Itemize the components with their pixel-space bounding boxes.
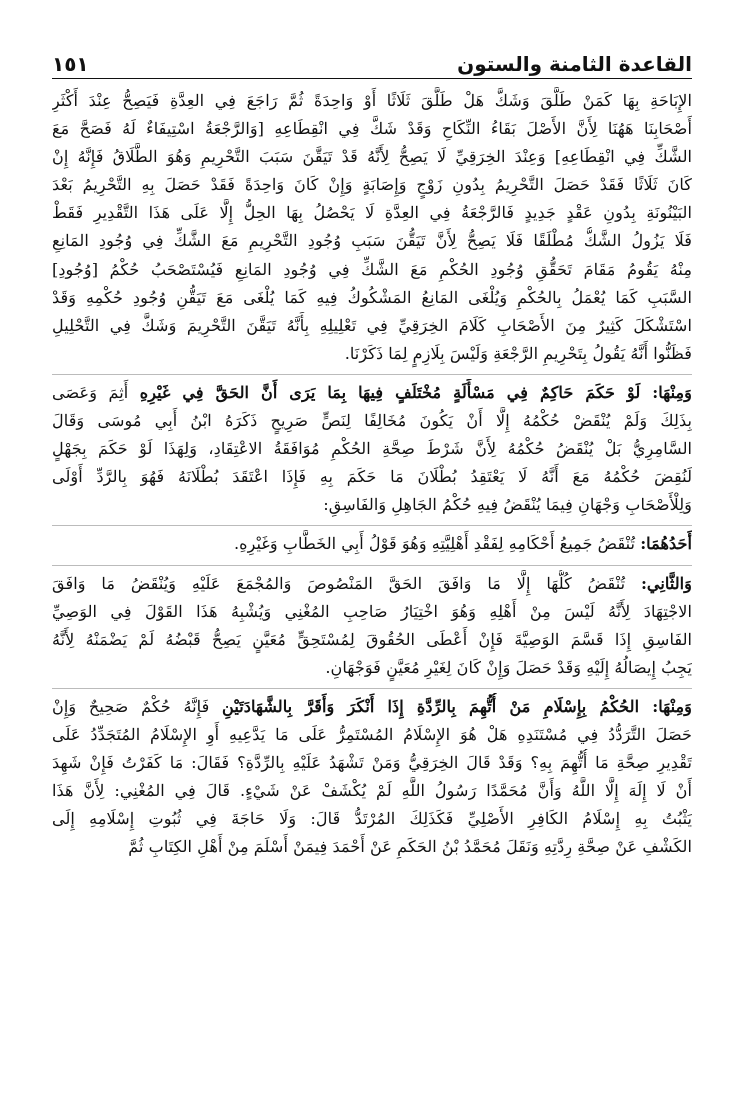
page-body [52, 87, 692, 861]
line-text: الإِبَاحَةِ بِهَا كَمَنْ طَلَّقَ وَشَكَّ هَلْ طَلَّقَ ثَلَاثًا أَوْ وَاحِدَةً ثُمَّ رَاجَعَ فِي العِدَّةِ فَيَصِحُّ عِنْدَ أَكْثَرِ [52, 91, 692, 110]
line-text: الشَّكِّ فِي انْقِطَاعِهِ] وَعِنْدَ الخِرَقِيِّ لَا يَصِحُّ لِأَنَّهُ قَدْ تَيَقَّنَ سَبَبَ التَّحْرِيمِ وَهُوَ الطَّلَاقُ فَإِنَّهُ إِنْ [52, 147, 692, 167]
text-line [52, 463, 692, 491]
line-text: السَّبَبِ كَمَا يُعْمَلُ بِالحُكْمِ وَيُلْغَى المَانِعُ المَشْكُوكُ فِيهِ كَمَا يُلْغَى مَعَ تَيَقُّنِ وُجُودِ حُكْمِهِ وَقَدْ [52, 287, 692, 307]
text-line [52, 805, 692, 833]
paragraph-lead: أَحَدُهُمَا: [640, 534, 692, 554]
line-text: فَظَنُّوا أَنَّهُ يَقُولُ بِتَحْرِيمِ الرَّجْعَةِ وَلَيْسَ بِلَازِمٍ لِمَا ذَكَرْنَا. [344, 343, 692, 363]
line-text: أَنْ لَا إِلَهَ إِلَّا اللَّهُ وَأَنَّ مُحَمَّدًا رَسُولُ اللَّهِ لَمْ يُكْشَفْ عَنْ شَيْءٍ. قَالَ فِي المُغْنِي: لِأَنَّ هَذَا [52, 781, 692, 801]
paragraph [52, 87, 692, 368]
line-text: الكَشْفِ عَنْ صِحَّةِ رِدَّتِهِ وَنَقَلَ مُحَمَّدُ بْنُ الحَكَمِ عَنْ أَحْمَدَ فِيمَنْ أَسْلَمَ مِنْ أَهْلِ الكِتَابِ ثُمَّ [128, 837, 692, 857]
text-line [52, 721, 692, 749]
line-text: تَقْدِيرِ صِحَّةِ مَا أُتُّهِمَ بِهِ؟ وَقَدْ قَالَ الخِرَقِيُّ وَمَنْ تَشْهَدُ عَلَيْهِ بِالرِّدَّةِ؟ فَقَالَ: مَا كَفَرْتُ فَإِنْ شَهِدَ [52, 753, 692, 773]
text-line [52, 199, 692, 227]
line-text: تُنْقَضُ كُلُّهَا إِلَّا مَا وَافَقَ الحَقَّ المَنْصُوصَ وَالمُجْمَعَ عَلَيْهِ وَيُنْقَضُ مَا وَافَقَ [52, 573, 626, 593]
text-line [52, 693, 692, 721]
text-line [52, 407, 692, 435]
text-line [52, 598, 692, 626]
page-number: ١٥١ [52, 52, 89, 76]
paragraph-lead: وَالثَّانِي: [640, 573, 692, 593]
text-line [52, 491, 692, 519]
text-line [52, 749, 692, 777]
text-line [52, 833, 692, 861]
line-text: حَصَلَ التَّرَدُّدُ فِي مُسْتَنَدِهِ هَلْ هُوَ الإِسْلَامُ المُسْتَمِرُّ عَلَى مَا يَدَّعِيهِ أَوِ الإِسْلَامُ المُتَجَدِّدُ عَلَى [52, 724, 692, 744]
book-page [52, 40, 692, 1080]
line-text: فَإِنَّهُ حُكْمٌ صَحِيحٌ وَإِنْ [52, 696, 210, 716]
line-text: اسْتَشْكَلَ كَثِيرٌ مِنَ الأَصْحَابِ كَلَامَ الخِرَقِيِّ فِي تَعْلِيلِهِ بِأَنَّهُ تَيَقَّنَ التَّحْرِيمَ وَشَكَّ فِي التَّحْلِيلِ [52, 315, 692, 335]
text-line [52, 171, 692, 199]
paragraph [52, 374, 692, 519]
line-text: وَلِلْأَصْحَابِ وَجْهَانِ فِيمَا يُنْقَضُ فِيهِ حُكْمُ الجَاهِلِ وَالفَاسِقِ: [323, 495, 692, 515]
text-line [52, 435, 692, 463]
line-text: يَثْبُتُ بِهِ إِسْلَامُ الكَافِرِ الأَصْلِيِّ فَكَذَلِكَ المُرْتَدُّ قَالَ: وَلَا حَاجَةَ فِي ثُبُوتِ إِسْلَامِهِ إِلَى [52, 809, 692, 829]
text-line [52, 256, 692, 284]
text-line [52, 570, 692, 598]
text-line [52, 777, 692, 805]
text-line [52, 143, 692, 171]
paragraph [52, 565, 692, 682]
line-text: يَجِبُ إِيصَالُهُ إِلَيْهِ وَقَدْ حَصَلَ وَإِنْ كَانَ لِغَيْرِ مُعَيَّنٍ فَوَجْهَانِ. [325, 657, 692, 677]
line-text: تُنْقَضُ جَمِيعُ أَحْكَامِهِ لِفَقْدِ أَهْلِيَّتِهِ وَهُوَ قَوْلُ أَبِي الخَطَّابِ وَغَيْرِهِ. [233, 534, 636, 554]
line-text: الاجْتِهَادَ لِأَنَّهُ لَيْسَ مِنْ أَهْلِهِ وَهُوَ اخْتِيَارُ صَاحِبِ المُغْنِي وَيُشْبِهُ هَذَا القَوْلَ فِي الوَصِيِّ [52, 601, 692, 621]
line-text: فَلَا يَزُولُ الشَّكُّ مُطْلَقًا فَلَا يَصِحُّ لِأَنَّ تَيَقُّنَ سَبَبِ وُجُودِ التَّحْرِيمِ مَعَ الشَّكِّ فِي وُجُودِ المَانِعِ [52, 231, 692, 251]
text-line [52, 530, 692, 558]
text-line [52, 312, 692, 340]
text-line [52, 626, 692, 654]
line-text: أَصْحَابِنَا هَهُنَا لِأَنَّ الأَصْلَ بَقَاءُ النِّكَاحِ وَقَدْ شَكَّ فِي انْقِطَاعِهِ [وَالرَّجْعَةُ اسْتِيفَاءٌ لَهُ فَصَحَّ مَعَ [52, 119, 692, 139]
text-line [52, 115, 692, 143]
line-text: السَّامِرِيُّ بَلْ يُنْقَضُ حُكْمُهُ لِأَنَّ شَرْطَ صِحَّةِ الحُكْمِ مُوَافَقَةُ الاعْتِقَادِ، وَلِهَذَا لَوْ حَكَمَ بِجَهْلٍ [52, 439, 692, 459]
line-text: البَيْنُونَةِ بِدُونِ عَقْدٍ جَدِيدٍ فَالرَّجْعَةُ فِي العِدَّةِ لَا يَحْصُلُ بِهَا الحِلُّ إِلَّا عَلَى هَذَا التَّقْدِيرِ فَقَطْ [52, 203, 692, 223]
text-line [52, 379, 692, 407]
text-line [52, 227, 692, 255]
paragraph-lead: وَمِنْهَا: الحُكْمُ بِإِسْلَامِ مَنْ أُتُّهِمَ بِالرِّدَّةِ إِذَا أَنْكَرَ وَأَقَرَّ بِالشَّهَادَتَيْنِ [222, 696, 692, 716]
text-line [52, 87, 692, 115]
text-line [52, 284, 692, 312]
line-text: أَثِمَ وَعَصَى [52, 382, 129, 402]
chapter-title: القاعدة الثامنة والستون [457, 52, 692, 76]
line-text: بِذَلِكَ وَلَمْ يُنْقَضْ حُكْمُهُ إِلَّا أَنْ يَكُونَ مُخَالِفًا لِنَصٍّ صَرِيحٍ ذَكَرَهُ ابْنُ أَبِي مُوسَى وَقَالَ [52, 411, 692, 431]
line-text: لَنُقِضَ حُكْمُهُ مَعَ أَنَّهُ لَا يَعْتَقِدُ بُطْلَانَ مَا حَكَمَ بِهِ فَإِذَا اعْتَقَدَ بُطْلَانَهُ فَهُوَ بِالرَّدِّ أَوْلَى [52, 467, 692, 487]
paragraph-lead: وَمِنْهَا: لَوْ حَكَمَ حَاكِمٌ فِي مَسْأَلَةٍ مُخْتَلَفٍ فِيهَا بِمَا يَرَى أَنَّ الحَقَّ فِي غَيْرِهِ [139, 382, 692, 402]
paragraph [52, 688, 692, 862]
paragraph [52, 525, 692, 558]
text-line [52, 654, 692, 682]
line-text: الفَاسِقِ إِذَا قَسَّمَ الوَصِيَّةَ فَإِنْ أَعْطَى الحُقُوقَ لِمُسْتَحِقٍّ مُعَيَّنٍ يَصِحُّ قَبْضُهُ لَمْ يَضْمَنْهُ لِأَنَّهُ [52, 629, 692, 649]
line-text: كَانَ ثَلَاثًا فَقَدْ حَصَلَ التَّحْرِيمُ بِدُونِ زَوْجٍ وَإِصَابَةٍ وَإِنْ كَانَ وَاحِدَةً فَقَدْ حَصَلَ بِهِ التَّحْرِيمُ بَعْدَ [52, 175, 692, 195]
line-text: مِنْهُ يَقُومُ مَقَامَ تَحَقُّقِ وُجُودِ الحُكْمِ مَعَ الشَّكِّ فِي وُجُودِ المَانِعِ فَيُسْتَصْحَبُ حُكْمُ [وُجُودِ] [52, 259, 692, 279]
text-line [52, 340, 692, 368]
page-header [52, 40, 692, 79]
